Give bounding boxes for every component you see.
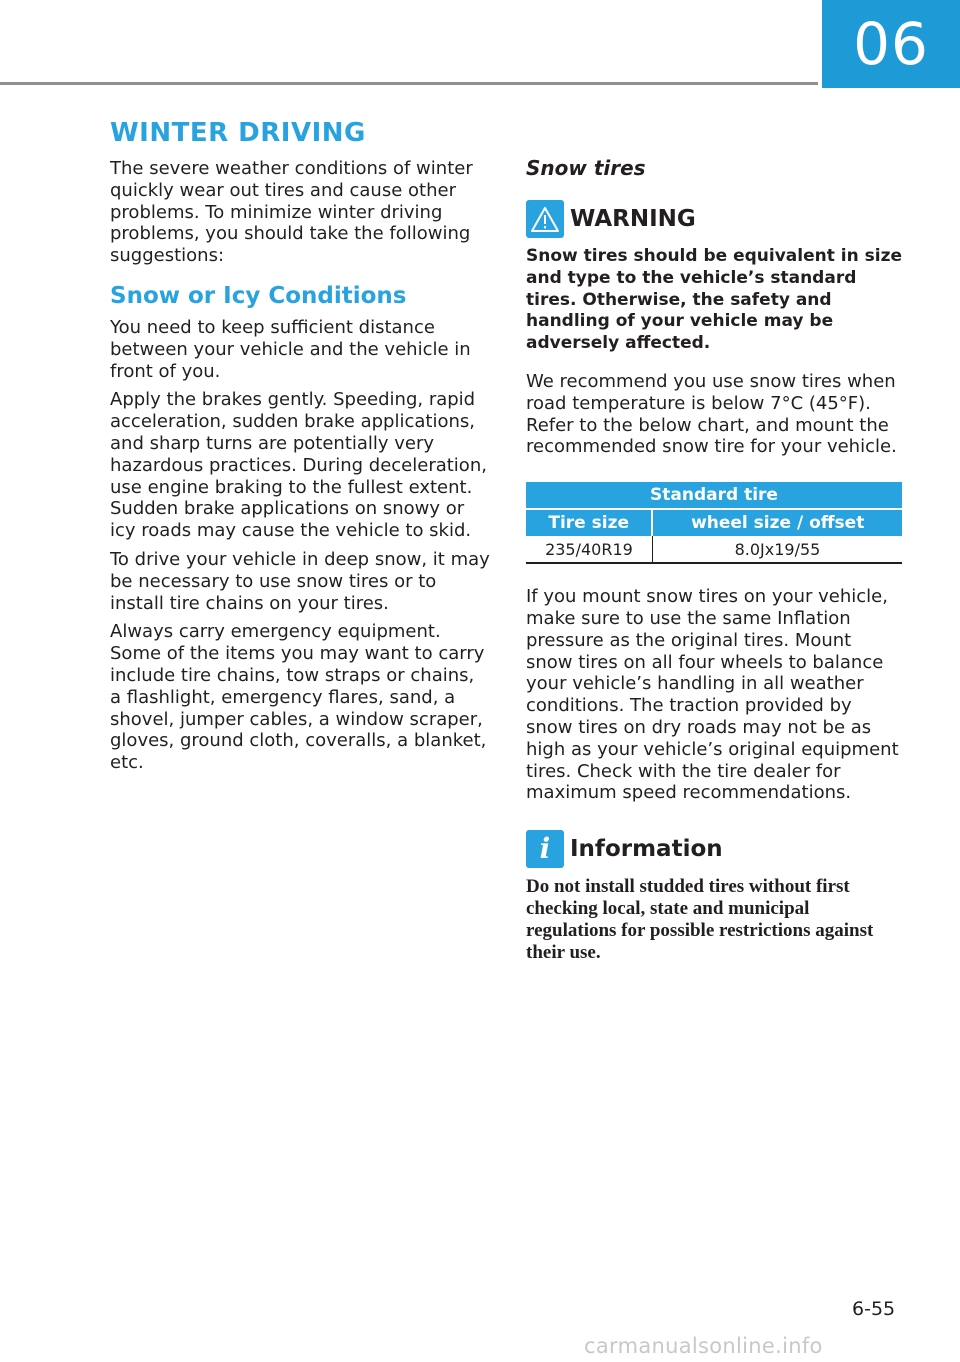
right-column	[526, 156, 902, 963]
page-number: 6-55	[852, 1298, 896, 1320]
paragraph-brakes: Apply the brakes gently. Speeding, rapid acceleration, sudden brake applications, and sharp turns are potentially very hazardous practices. During deceleration, use engine braking to the fullest extent. Sudden brake applications on snowy or icy roads may cause the vehicle to skid.	[110, 389, 487, 542]
tire-table	[526, 482, 902, 564]
watermark: carmanualsonline.info	[584, 1334, 823, 1358]
section-title: WINTER DRIVING	[110, 118, 366, 148]
subsection-title: Snow or Icy Conditions	[110, 282, 407, 309]
info-i-icon	[526, 830, 564, 868]
warning-title: WARNING	[570, 206, 696, 232]
topic-title: Snow tires	[526, 156, 646, 180]
info-icon-glyph: i	[539, 832, 551, 866]
information-text: Do not install studded tires without first checking local, state and municipal regulations for possible restrictions against their use.	[526, 876, 874, 963]
tire-table-header-wheel-size: wheel size / offset	[652, 509, 902, 536]
wheel-size-cell: 8.0Jx19/55	[652, 536, 902, 563]
header-rule	[0, 82, 818, 85]
warning-triangle-icon	[526, 200, 564, 238]
tire-table-header-tire-size: Tire size	[526, 509, 652, 536]
chapter-tab	[822, 0, 960, 88]
warning-header	[526, 200, 902, 238]
tire-size-cell: 235/40R19	[526, 536, 652, 563]
paragraph-deep-snow: To drive your vehicle in deep snow, it may be necessary to use snow tires or to install tire chains on your tires.	[110, 548, 490, 614]
intro-paragraph: The severe weather conditions of winter quickly wear out tires and cause other problems. To minimize winter driving problems, you should take the following suggestions:	[110, 158, 473, 267]
warning-text: Snow tires should be equivalent in size and type to the vehicle’s standard tires. Otherwise, the safety and handling of your vehicle may be adversely affected.	[526, 246, 902, 354]
information-title: Information	[570, 836, 723, 863]
chapter-number: 06	[853, 10, 929, 78]
paragraph-emergency-equipment: Always carry emergency equipment. Some of the items you may want to carry include tire chains, tow straps or chains, a flashlight, emergency flares, sand, a shovel, jumper cables, a window scraper, gloves, ground cloth, coveralls, a blanket, etc.	[110, 621, 487, 774]
table-row	[526, 536, 902, 563]
information-header	[526, 830, 902, 868]
paragraph-distance: You need to keep sufficient distance between your vehicle and the vehicle in front of you.	[110, 316, 471, 382]
snow-tire-recommendation: We recommend you use snow tires when road temperature is below 7°C (45°F). Refer to the below chart, and mount the recommended snow tire for your vehicle.	[526, 370, 897, 458]
tire-table-title: Standard tire	[526, 482, 902, 509]
left-column	[110, 118, 490, 781]
mount-snow-tires-paragraph: If you mount snow tires on your vehicle, make sure to use the same Inflation pressure as the original tires. Mount snow tires on all four wheels to balance your vehicle’s handling in all weather conditions. The traction provided by snow tires on dry roads may not be as high as your vehicle’s original equipment tires. Check with the tire dealer for maximum speed recommendations.	[526, 586, 899, 804]
